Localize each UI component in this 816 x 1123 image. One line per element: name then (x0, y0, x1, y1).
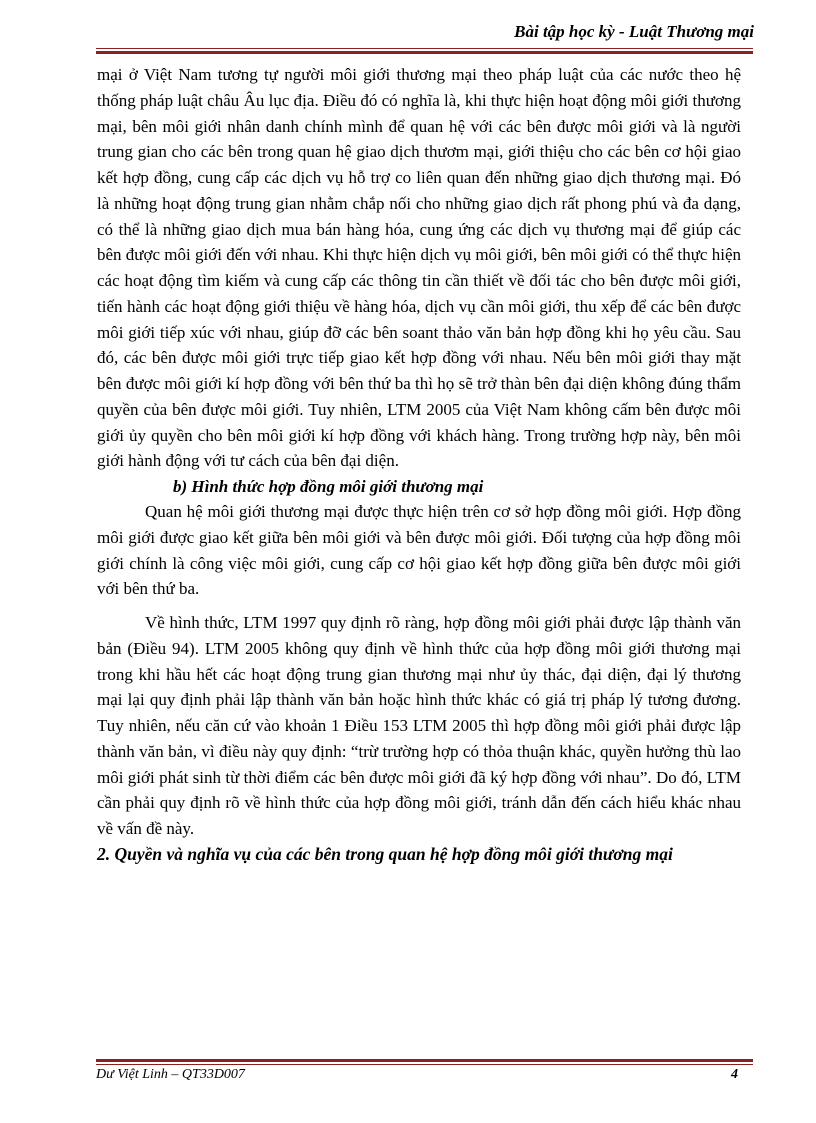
body-paragraph-1: mại ở Việt Nam tương tự người môi giới thương mại theo pháp luật của các nước theo hệ thống pháp luật châu Âu lục địa. Điều đó có nghĩa là, khi thực hiện hoạt động môi giới thương mại, bên môi giới nhân danh chính mình để quan hệ với các bên được môi giới và là người trung gian cho các bên trong quan hệ giao dịch thươm mại, giới thiệu cho các bên cơ hội giao kết hợp đồng, cung cấp các dịch vụ hỗ trợ co liên quan đến những giao dịch thương mại. Đó là những hoạt động trung gian nhằm chắp nối cho những giao dịch rất phong phú và đa dạng, có thể là những giao dịch mua bán hàng hóa, cung ứng các dịch vụ thương mại để giúp các bên được môi giới đến với nhau. Khi thực hiện dịch vụ môi giới, bên môi giới có thể thực hiện các hoạt động tìm kiếm và cung cấp các thông tin cần thiết về đối tác cho bên được môi giới, tiến hành các hoạt động giới thiệu về hàng hóa, dịch vụ cần môi giới, thu xếp để các bên được môi giới tiếp xúc với nhau, giúp đỡ các bên soant thảo văn bản hợp đồng khi họ yêu cầu. Sau đó, các bên được môi giới trực tiếp giao kết hợp đồng với nhau. Nếu bên môi giới thay mặt bên được môi giới kí hợp đồng với bên thứ ba thì họ sẽ trở thàn bên đại diện không đúng thẩm quyền của bên được môi giới. Tuy nhiên, LTM 2005 của Việt Nam không cấm bên được môi giới ủy quyền cho bên môi giới kí hợp đồng với khách hàng. Trong trường hợp này, bên môi giới hành động với tư cách của bên đại diện. (97, 65, 741, 471)
page-number: 4 (731, 1067, 738, 1082)
footer-rule-thick (96, 1059, 753, 1062)
footer-author: Dư Việt Linh – QT33D007 (96, 1067, 245, 1082)
document-body (97, 62, 741, 867)
footer-rule-thin (96, 1064, 753, 1065)
body-paragraph-2: Quan hệ môi giới thương mại được thực hiện trên cơ sở hợp đồng môi giới. Hợp đồng môi giới được giao kết giữa bên môi giới và bên được môi giới. Đối tượng của hợp đồng môi giới chính là công việc môi giới, cung cấp cơ hội giao kết hợp đồng giữa bên được môi giới với bên thứ ba. (97, 502, 741, 599)
body-paragraph-3: Về hình thức, LTM 1997 quy định rõ ràng, hợp đồng môi giới phải được lập thành văn bản (Điều 94). LTM 2005 không quy định về hình thức của hợp đồng môi giới thương mại trong khi hầu hết các hoạt động trung gian thương mại như ủy thác, đại diện, đại lý thương mại lại quy định phải lập thành văn bản hoặc hình thức khác có giá trị pháp lý tương đương. Tuy nhiên, nếu căn cứ vào khoản 1 Điều 153 LTM 2005 thì hợp đồng môi giới phải được lập thành văn bản, vì điều này quy định: “trừ trường hợp có thỏa thuận khác, quyền hưởng thù lao môi giới phát sinh từ thời điểm các bên được môi giới đã ký hợp đồng với nhau”. Do đó, LTM cần phải quy định rõ về hình thức của hợp đồng môi giới, tránh dẫn đến cách hiểu khác nhau về vấn đề này. (97, 613, 741, 838)
header-rule-thin (96, 48, 753, 49)
subheading-b: b) Hình thức hợp đồng môi giới thương mại (173, 477, 484, 496)
section-heading-2: 2. Quyền và nghĩa vụ của các bên trong quan hệ hợp đồng môi giới thương mại (97, 843, 673, 864)
header-rule-thick (96, 51, 753, 54)
header-title: Bài tập học kỳ - Luật Thương mại (514, 22, 754, 41)
